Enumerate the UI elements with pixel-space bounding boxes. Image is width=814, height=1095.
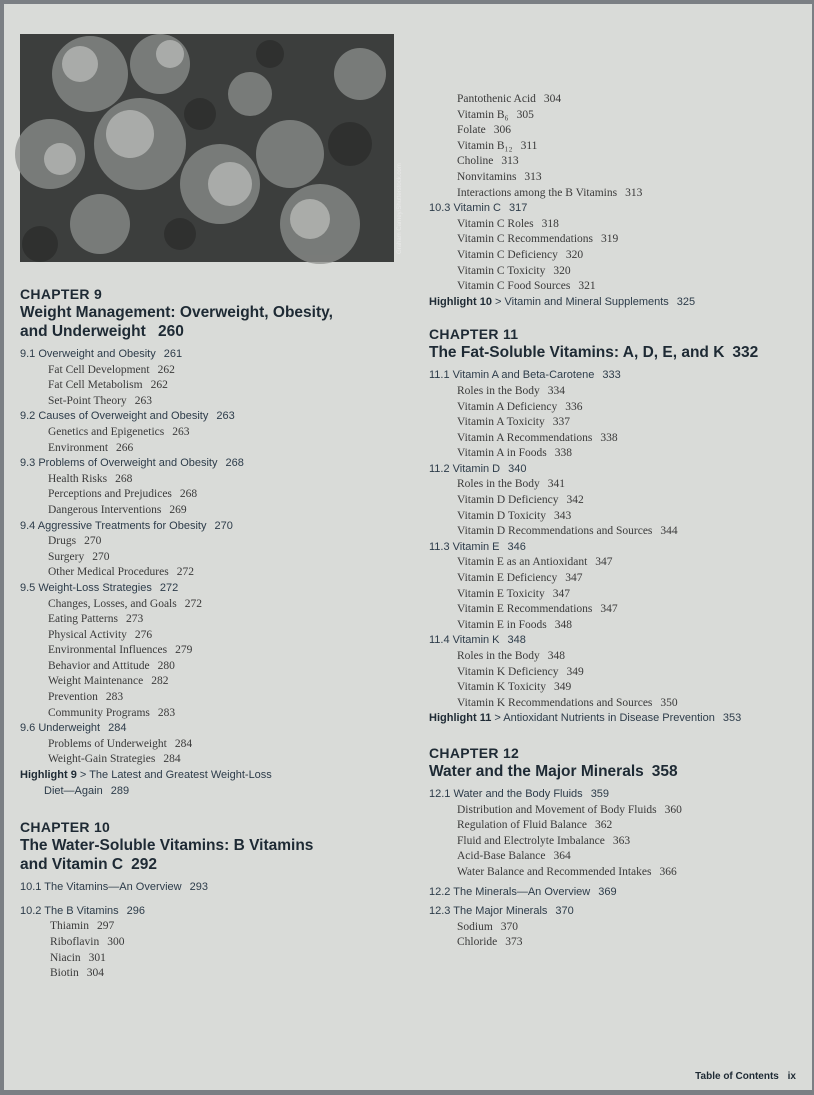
toc-subsection[interactable]: Physical Activity 276 <box>48 628 153 641</box>
highlight-9[interactable]: Highlight 9 > The Latest and Greatest Weight-Loss Diet—Again 289 <box>20 769 272 797</box>
toc-subsection[interactable]: Roles in the Body 348 <box>457 650 565 662</box>
chapter-10-title[interactable]: The Water-Soluble Vitamins: B Vitamins and Vitamin C 292 <box>20 837 314 874</box>
toc-subsection[interactable]: Choline 313 <box>457 155 519 168</box>
toc-subsection[interactable]: Vitamin B₁₂ 311 <box>457 139 538 152</box>
toc-subsection[interactable]: Vitamin K Deficiency 349 <box>457 665 584 678</box>
toc-subsection[interactable]: Genetics and Epigenetics 263 <box>48 425 190 438</box>
toc-section[interactable]: 11.1 Vitamin A and Beta-Carotene 333 <box>429 369 621 382</box>
toc-subsection[interactable]: Vitamin E in Foods 348 <box>457 618 572 631</box>
toc-subsection[interactable]: Interactions among the B Vitamins 313 <box>457 186 643 199</box>
toc-subsection[interactable]: Vitamin C Deficiency 320 <box>457 248 584 261</box>
toc-subsection[interactable]: Vitamin C Food Sources 321 <box>457 280 596 293</box>
toc-section[interactable]: 9.4 Aggressive Treatments for Obesity 270 <box>20 519 233 532</box>
toc-subsection[interactable]: Niacin 301 <box>50 951 106 964</box>
toc-subsection[interactable]: Vitamin C Toxicity 320 <box>457 264 571 277</box>
chapter-11-title[interactable]: The Fat-Soluble Vitamins: A, D, E, and K 332 <box>429 344 759 362</box>
toc-subsection[interactable]: Regulation of Fluid Balance 362 <box>457 819 613 832</box>
toc-section[interactable]: 10.3 Vitamin C 317 <box>429 202 528 215</box>
toc-subsection[interactable]: Environment 266 <box>48 441 134 454</box>
toc-subsection[interactable]: Vitamin D Toxicity 343 <box>457 509 572 522</box>
toc-section[interactable]: 12.3 The Major Minerals 370 <box>429 905 574 918</box>
toc-section[interactable]: 9.3 Problems of Overweight and Obesity 268 <box>20 457 244 470</box>
toc-subsection[interactable]: Vitamin D Deficiency 342 <box>457 494 584 507</box>
footer-page-number: ix <box>787 1071 796 1082</box>
toc-subsection[interactable]: Distribution and Movement of Body Fluids 360 <box>457 803 682 816</box>
toc-subsection[interactable]: Fat Cell Development 262 <box>48 363 175 376</box>
toc-subsection[interactable]: Sodium 370 <box>457 920 519 933</box>
toc-subsection[interactable]: Vitamin E Toxicity 347 <box>457 587 570 600</box>
toc-subsection[interactable]: Surgery 270 <box>48 550 110 563</box>
toc-subsection[interactable]: Vitamin A in Foods 338 <box>457 447 572 460</box>
toc-subsection[interactable]: Changes, Losses, and Goals 272 <box>48 597 202 610</box>
toc-subsection[interactable]: Fluid and Electrolyte Imbalance 363 <box>457 834 631 847</box>
toc-subsection[interactable]: Vitamin E as an Antioxidant 347 <box>457 556 613 569</box>
toc-subsection[interactable]: Vitamin C Recommendations 319 <box>457 233 619 246</box>
toc-subsection[interactable]: Thiamin 297 <box>50 920 115 933</box>
toc-subsection[interactable]: Weight-Gain Strategies 284 <box>48 753 181 766</box>
toc-subsection[interactable]: Roles in the Body 341 <box>457 478 565 491</box>
left-column <box>20 286 420 982</box>
toc-subsection[interactable]: Vitamin A Recommendations 338 <box>457 431 618 444</box>
toc-section[interactable]: 9.2 Causes of Overweight and Obesity 263 <box>20 410 235 423</box>
toc-section[interactable]: 10.1 The Vitamins—An Overview 293 <box>20 881 208 894</box>
chapter-12-title[interactable]: Water and the Major Minerals 358 <box>429 762 678 780</box>
toc-subsection[interactable]: Water Balance and Recommended Intakes 366 <box>457 865 677 878</box>
toc-section[interactable]: 12.1 Water and the Body Fluids 359 <box>429 787 610 800</box>
chapter-9-title-line2: and Underweight <box>20 323 146 340</box>
chapter-9-title-line1: Weight Management: Overweight, Obesity, <box>20 304 333 321</box>
toc-section[interactable]: 9.6 Underweight 284 <box>20 722 127 735</box>
toc-section[interactable]: 11.2 Vitamin D 340 <box>429 462 527 475</box>
toc-subsection[interactable]: Vitamin C Roles 318 <box>457 217 559 230</box>
photo-texture <box>20 34 394 262</box>
toc-section[interactable]: 11.4 Vitamin K 348 <box>429 634 526 647</box>
toc-subsection[interactable]: Fat Cell Metabolism 262 <box>48 379 168 392</box>
toc-section[interactable]: 12.2 The Minerals—An Overview 369 <box>429 885 617 898</box>
toc-subsection[interactable]: Vitamin A Deficiency 336 <box>457 400 583 413</box>
toc-subsection[interactable]: Eating Patterns 273 <box>48 613 144 626</box>
toc-subsection[interactable]: Riboflavin 300 <box>50 936 125 948</box>
chapter-11-label: CHAPTER 11 <box>429 326 519 343</box>
highlight-10[interactable]: Highlight 10 > Vitamin and Mineral Supplements 325 <box>429 295 696 308</box>
toc-subsection[interactable]: Set-Point Theory 263 <box>48 394 152 407</box>
page-footer <box>695 1071 796 1082</box>
toc-section[interactable]: 11.3 Vitamin E 346 <box>429 540 526 553</box>
toc-subsection[interactable]: Vitamin E Deficiency 347 <box>457 572 583 585</box>
kale-photo <box>20 34 403 262</box>
toc-subsection[interactable]: Other Medical Procedures 272 <box>48 566 194 579</box>
toc-subsection[interactable]: Acid-Base Balance 364 <box>457 850 571 863</box>
chapter-10-label: CHAPTER 10 <box>20 819 111 836</box>
toc-subsection[interactable]: Roles in the Body 334 <box>457 384 565 397</box>
toc-subsection[interactable]: Perceptions and Prejudices 268 <box>48 488 198 501</box>
toc-subsection[interactable]: Vitamin B₆ 305 <box>457 108 534 121</box>
book-page <box>4 4 812 1090</box>
toc-section[interactable]: 9.1 Overweight and Obesity 261 <box>20 348 183 360</box>
toc-subsection[interactable]: Nonvitamins 313 <box>457 170 542 183</box>
toc-section[interactable]: 9.5 Weight-Loss Strategies 272 <box>20 581 179 594</box>
chapter-9-page: 260 <box>158 323 184 340</box>
toc-subsection[interactable]: Biotin 304 <box>50 967 105 980</box>
chapter-9-label: CHAPTER 9 <box>20 286 103 302</box>
toc-section[interactable]: 10.2 The B Vitamins 296 <box>20 904 146 917</box>
toc-subsection[interactable]: Environmental Influences 279 <box>48 644 193 657</box>
chapter-9-title[interactable] <box>20 303 420 341</box>
chapter-12-label: CHAPTER 12 <box>429 744 520 761</box>
toc-subsection[interactable]: Vitamin E Recommendations 347 <box>457 603 618 616</box>
highlight-11[interactable]: Highlight 11 > Antioxidant Nutrients in Disease Prevention 353 <box>429 712 742 725</box>
toc-subsection[interactable]: Dangerous Interventions 269 <box>48 503 187 516</box>
toc-subsection[interactable]: Chloride 373 <box>457 936 523 949</box>
toc-subsection[interactable]: Problems of Underweight 284 <box>48 737 193 750</box>
toc-subsection[interactable]: Health Risks 268 <box>48 472 133 485</box>
footer-title: Table of Contents <box>695 1071 779 1082</box>
right-column <box>429 92 809 951</box>
toc-subsection[interactable]: Vitamin K Toxicity 349 <box>457 681 572 694</box>
toc-subsection[interactable]: Vitamin D Recommendations and Sources 344 <box>457 525 678 538</box>
toc-subsection[interactable]: Community Programs 283 <box>48 706 176 719</box>
toc-subsection[interactable]: Folate 306 <box>457 124 511 137</box>
toc-subsection[interactable]: Weight Maintenance 282 <box>48 675 169 688</box>
toc-subsection[interactable]: Prevention 283 <box>48 691 124 704</box>
toc-subsection[interactable]: Vitamin K Recommendations and Sources 350 <box>457 696 678 709</box>
toc-subsection[interactable]: Behavior and Attitude 280 <box>48 659 175 672</box>
toc-subsection[interactable]: Vitamin A Toxicity 337 <box>457 416 570 429</box>
toc-subsection[interactable]: Drugs 270 <box>48 535 102 548</box>
toc-subsection[interactable]: Pantothenic Acid 304 <box>457 93 562 105</box>
photo-credit: Graham Carney/Shutterstock.com <box>397 163 403 254</box>
